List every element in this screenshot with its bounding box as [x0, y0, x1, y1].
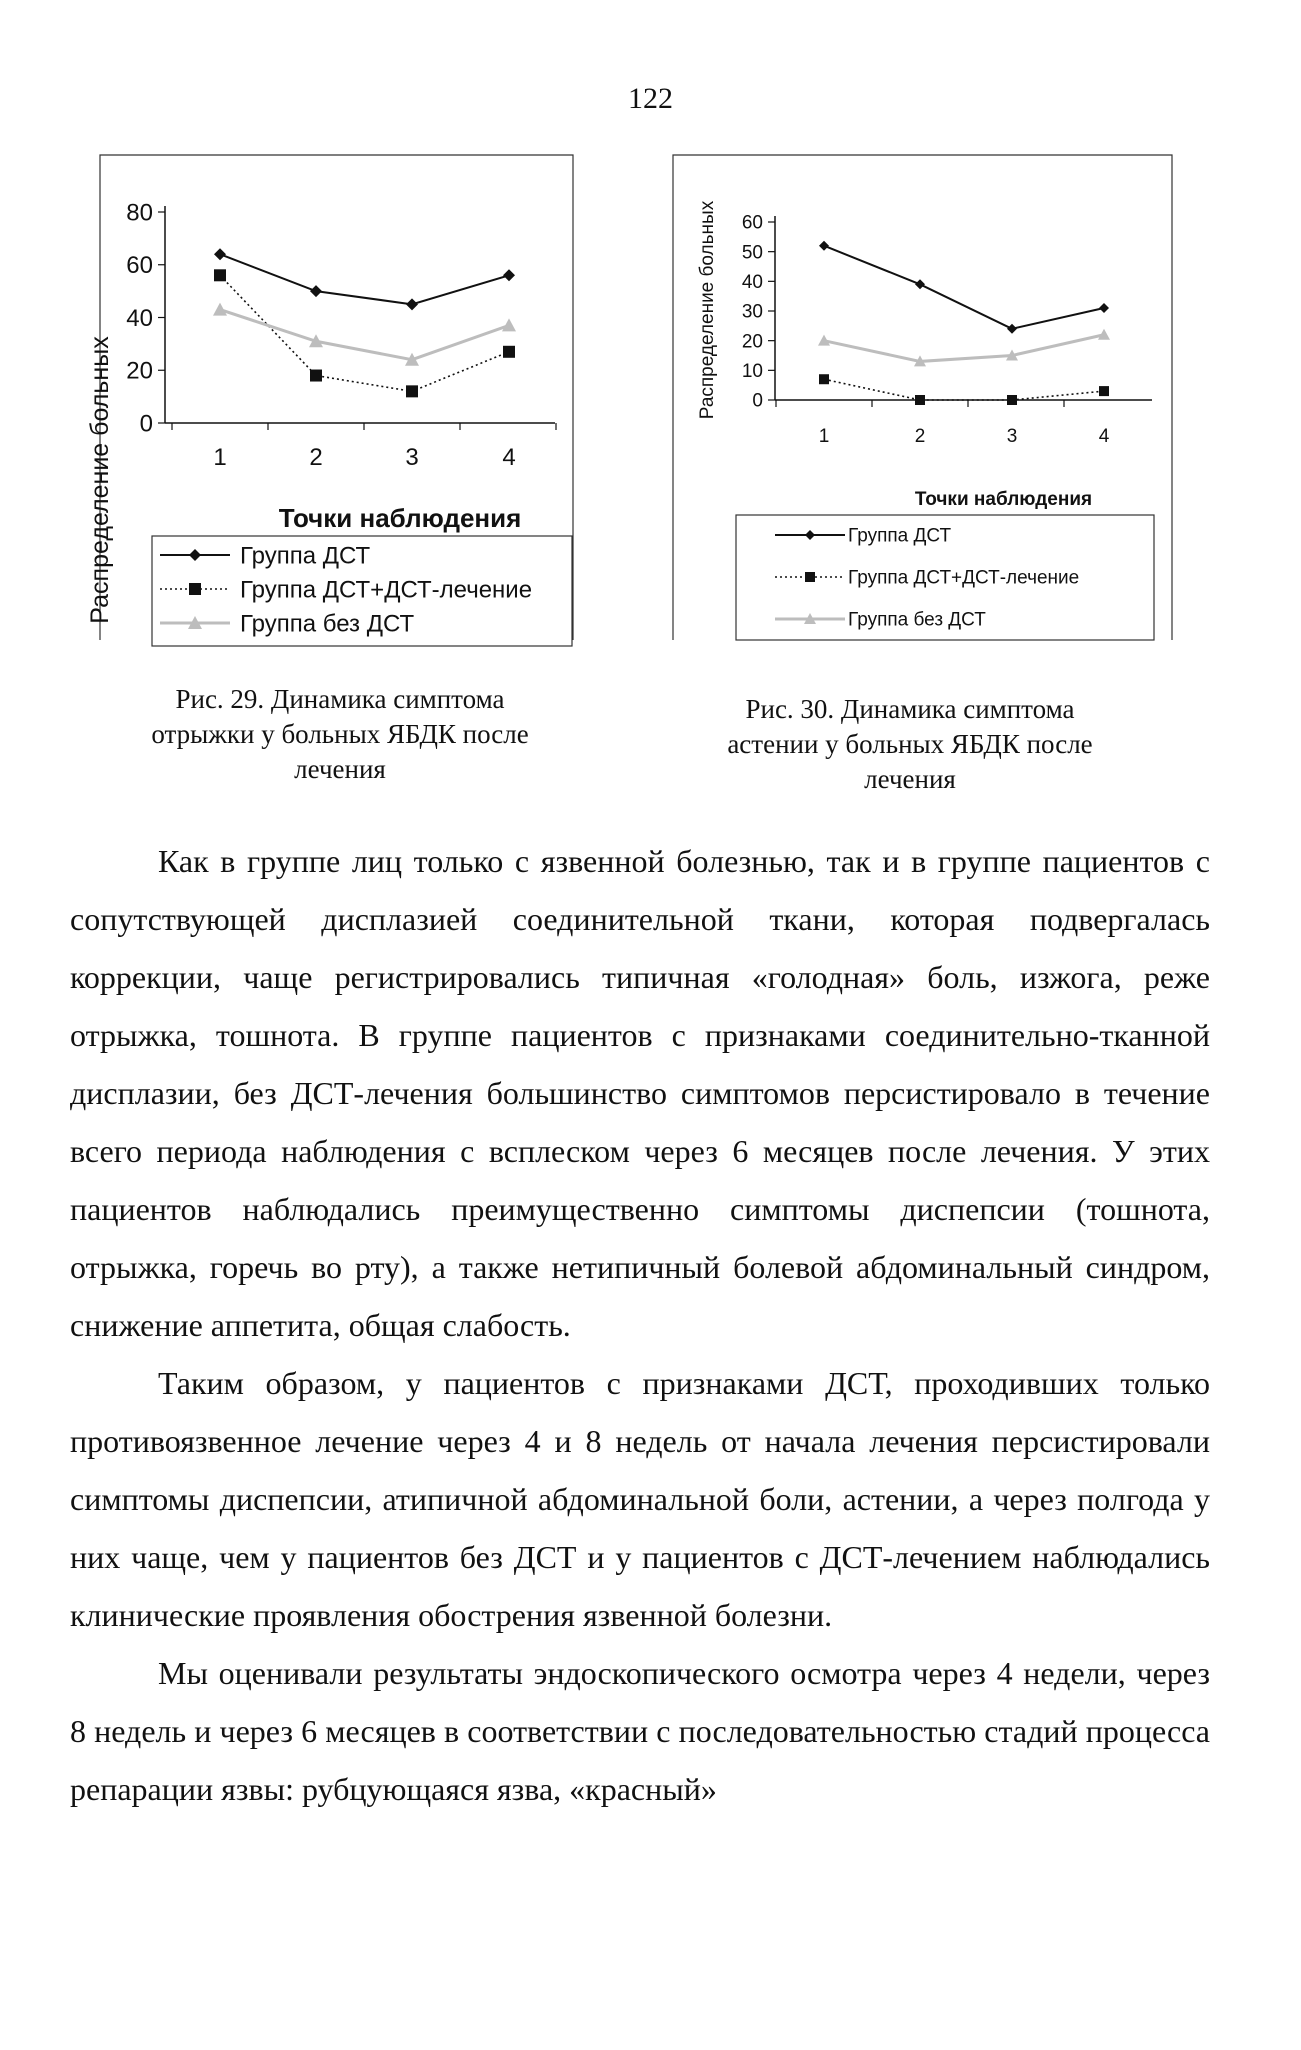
y-tick-label: 40	[126, 304, 153, 332]
caption-line: лечения	[294, 754, 386, 784]
data-point	[1099, 303, 1109, 313]
y-tick-label: 10	[741, 360, 763, 382]
legend-label: Группа без ДСТ	[848, 609, 986, 631]
legend-label: Группа ДСТ	[848, 525, 952, 547]
caption-line: Рис. 29. Динамика симптома	[175, 684, 505, 714]
page-number: 122	[628, 82, 673, 115]
y-tick-label: 80	[126, 199, 153, 227]
x-tick-label: 3	[405, 444, 419, 471]
legend-marker	[805, 572, 815, 582]
caption-line: отрыжки у больных ЯБДК после	[151, 719, 529, 749]
data-point	[1099, 386, 1109, 396]
paragraph: Мы оценивали результаты эндоскопического осмотра через 4 недели, через 8 недель и через 6 месяцев в соответствии с последовательностью стадий процесса репарации язвы: рубцующаяся язва, «красный»	[70, 1655, 1210, 1807]
data-point	[1007, 324, 1017, 334]
x-axis-label: Точки наблюдения	[914, 489, 1093, 510]
x-tick-label: 2	[914, 426, 926, 447]
x-tick-label: 1	[213, 444, 227, 471]
y-tick-label: 60	[126, 252, 153, 280]
series-line	[824, 246, 1104, 329]
y-tick-label: 40	[741, 271, 763, 293]
paragraph: Таким образом, у пациентов с признаками ДСТ, проходивших только противоязвенное лечение через 4 и 8 недель от начала лечения персистировали симптомы диспепсии, атипичной абдоминальной боли, астении, а через полгода у них чаще, чем у пациентов без ДСТ и у пациентов с ДСТ-лечением наблюдались клинические проявления обострения язвенной болезни.	[70, 1365, 1210, 1633]
data-point	[819, 241, 829, 251]
paragraph: Как в группе лиц только с язвенной болезнью, так и в группе пациентов с сопутствующей дисплазией соединительной ткани, которая подвергалась коррекции, чаще регистрировались типичная «голодная» боль, изжога, реже отрыжка, тошнота. В группе пациентов с признаками соединительно-тканной дисплазии, без ДСТ-лечения большинство симптомов персистировало в течение всего периода наблюдения с всплеском через 6 месяцев после лечения. У этих пациентов наблюдались преимущественно симптомы диспепсии (тошнота, отрыжка, горечь во рту), а также нетипичный болевой абдоминальный синдром, снижение аппетита, общая слабость.	[70, 843, 1210, 1343]
series-line	[824, 335, 1104, 362]
y-axis-label: Распределение больных	[86, 336, 114, 624]
body-text	[70, 832, 1210, 1818]
y-tick-label: 50	[741, 242, 763, 264]
legend-label: Группа ДСТ	[240, 542, 371, 570]
caption-line: астении у больных ЯБДК после	[727, 729, 1093, 759]
y-axis-label: Распределение больных	[697, 200, 718, 420]
x-tick-label: 1	[818, 426, 830, 447]
data-point	[1007, 395, 1017, 405]
caption-line: лечения	[864, 764, 956, 794]
legend-label: Группа ДСТ+ДСТ-лечение	[848, 567, 1080, 589]
y-tick-label: 30	[741, 301, 763, 323]
x-tick-label: 4	[1098, 426, 1110, 447]
series-line	[824, 379, 1104, 400]
x-tick-label: 4	[502, 444, 516, 471]
data-point	[915, 395, 925, 405]
legend-label: Группа без ДСТ	[240, 610, 415, 638]
data-point	[819, 374, 829, 384]
x-tick-label: 2	[309, 444, 323, 471]
caption-line: Рис. 30. Динамика симптома	[745, 694, 1075, 724]
figure-29-caption	[120, 682, 560, 787]
y-tick-label: 60	[741, 212, 763, 234]
y-tick-label: 0	[139, 410, 153, 438]
x-tick-label: 3	[1006, 426, 1018, 447]
legend-label: Группа ДСТ+ДСТ-лечение	[240, 576, 533, 604]
legend-marker	[805, 530, 815, 540]
y-tick-label: 20	[741, 331, 763, 353]
y-tick-label: 20	[126, 357, 153, 385]
data-point	[915, 279, 925, 289]
figure-30-caption	[690, 692, 1130, 797]
x-axis-label: Точки наблюдения	[278, 503, 522, 533]
figure-30-chart	[0, 0, 1301, 680]
y-tick-label: 0	[752, 390, 763, 412]
